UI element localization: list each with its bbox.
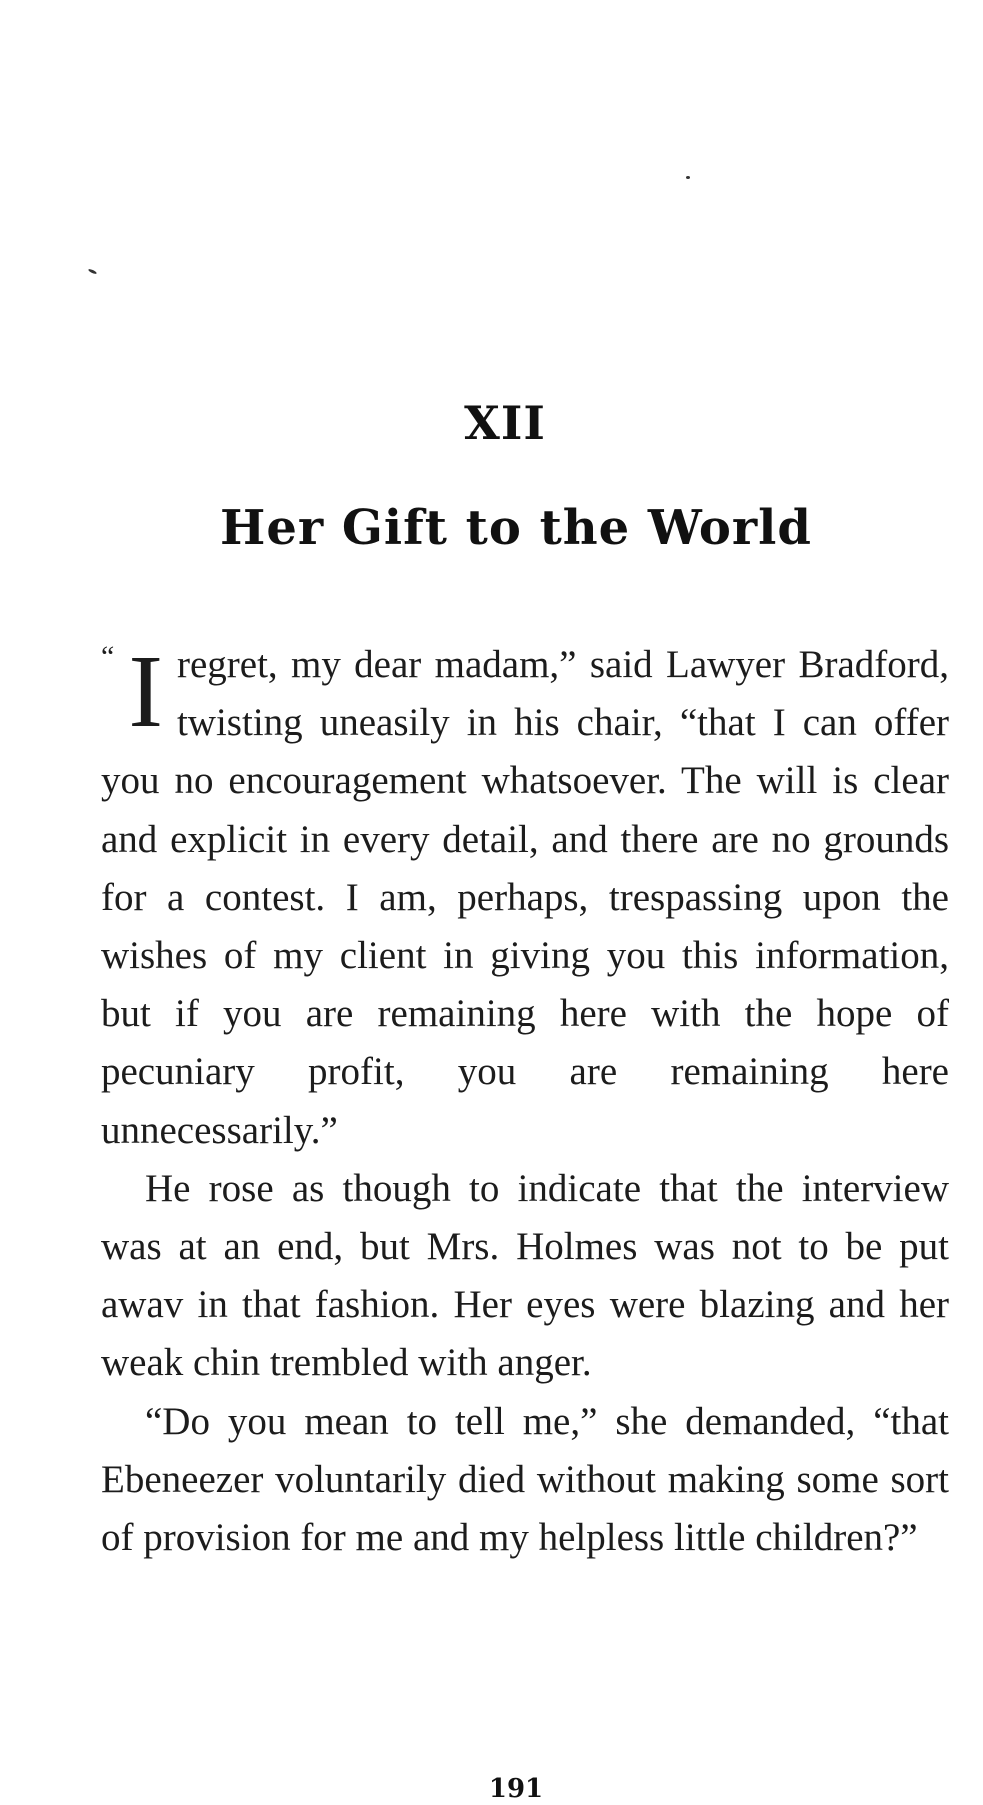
ink-speck [88, 268, 97, 275]
drop-cap-block [101, 634, 163, 750]
page-number: 191 [488, 1774, 544, 1804]
paragraph-3: “Do you mean to tell me,” she demanded, “that Ebeneezer voluntarily died without making some sort of provision for me and my helpless little children?” [101, 1399, 949, 1560]
paragraph-1-text: regret, my dear madam,” said Lawyer Bradford, twisting uneasily in his chair, “that I can offer you no encouragement whatsoever. The will is clear and explicit in every detail, and there are no grounds for a contest. I am, perhaps, trespassing upon the wishes of my client in giving you this information, but if you are remaining here with the hope of pecuniary profit, you are remaining here unnecessarily.” [101, 643, 949, 1152]
chapter-number: XII [464, 396, 546, 450]
opening-quote: “ [101, 640, 115, 673]
drop-cap: I [128, 634, 163, 749]
chapter-title: Her Gift to the World [220, 500, 812, 556]
ink-speck [686, 176, 690, 179]
chapter-body [101, 636, 949, 1567]
paragraph-2: He rose as though to indicate that the interview was at an end, but Mrs. Holmes was not to be put awav in that fashion. Her eyes were blazing and her weak chin trembled with anger. [101, 1166, 949, 1385]
paragraph-1 [101, 636, 949, 1160]
